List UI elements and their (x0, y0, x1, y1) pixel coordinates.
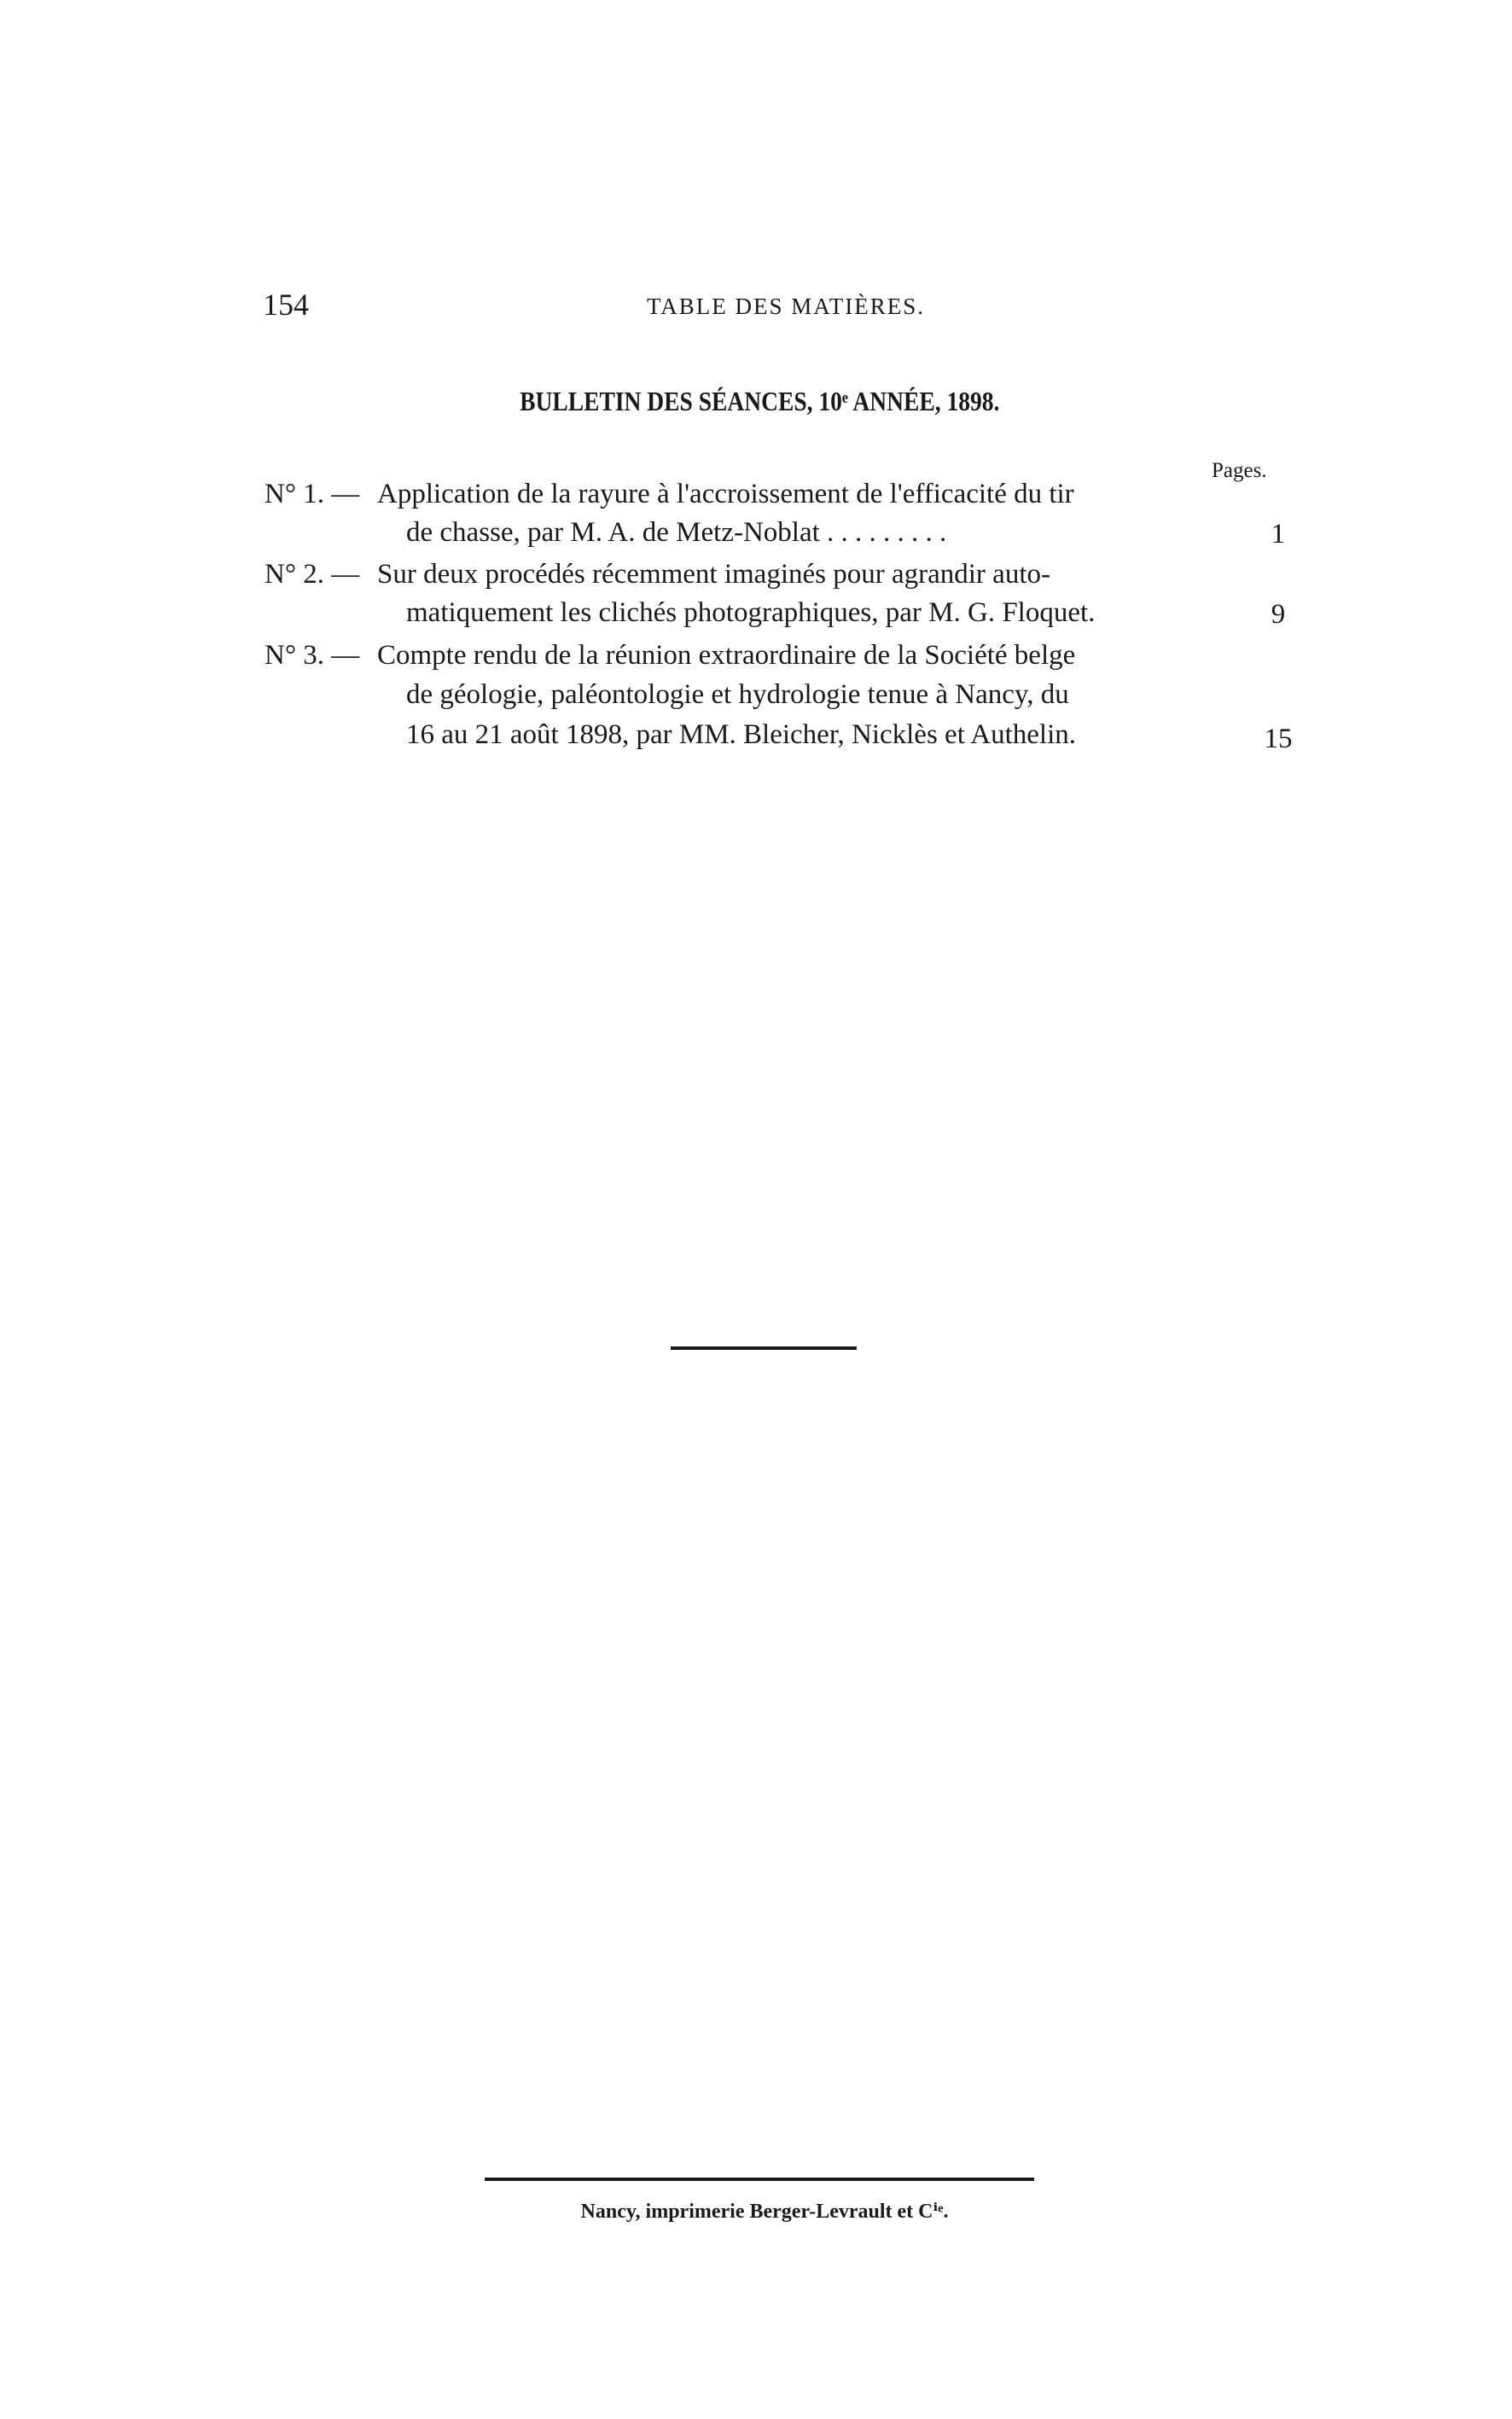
entry-title-line: de géologie, paléontologie et hydrologie tenue à Nancy, du (406, 679, 1069, 710)
entry-title-line: de chasse, par M. A. de Metz-Noblat . . . . . . . . . (406, 517, 947, 548)
printer-imprint: Nancy, imprimerie Berger-Levrault et Cⁱᵉ. (580, 2201, 949, 2223)
running-head: TABLE DES MATIÈRES. (646, 294, 926, 319)
entry-title-line: Compte rendu de la réunion extraordinaire de la Société belge (377, 640, 1076, 671)
entry-title-line: 16 au 21 août 1898, par MM. Bleicher, Nicklès et Authelin. (406, 719, 1077, 750)
entry-title-line: Application de la rayure à l'accroissement de l'efficacité du tir (377, 479, 1074, 509)
entry-number: N° 1. — (265, 479, 360, 509)
section-title: BULLETIN DES SÉANCES, 10ᵉ ANNÉE, 1898. (520, 386, 1000, 416)
entry-number: N° 2. — (265, 559, 360, 590)
entry-title-line: Sur deux procédés récemment imaginés pour agrandir auto- (377, 559, 1050, 590)
entry-title-line: matiquement les clichés photographiques, par M. G. Floquet. (406, 597, 1096, 628)
pages-column-label: Pages. (1212, 459, 1267, 482)
entry-page-ref: 1 (1271, 519, 1286, 550)
entry-number: N° 3. — (265, 640, 360, 671)
section-divider-rule (671, 1346, 857, 1350)
page-number: 154 (263, 288, 309, 322)
entry-page-ref: 9 (1271, 599, 1286, 630)
entry-page-ref: 15 (1264, 724, 1293, 754)
footer-rule (485, 2178, 1034, 2181)
